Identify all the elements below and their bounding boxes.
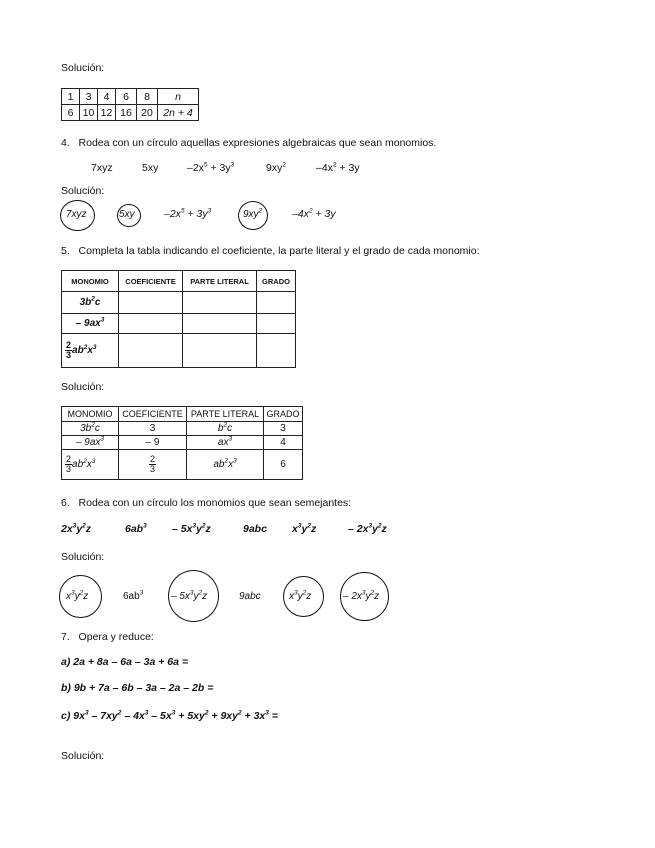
q4-expr-2: 5xy — [142, 162, 159, 174]
q4-sol-expr-5: $-4x^2 + 3y$ — [292, 207, 336, 220]
table-header: COEFICIENTE — [119, 271, 183, 292]
table-cell: 20 — [137, 105, 158, 121]
table-row — [62, 292, 296, 314]
q4-expr-3: $-2x^5 + 3y^3$ — [187, 161, 235, 174]
table-cell: – $9ax^3$ — [62, 314, 119, 334]
table-row — [62, 334, 296, 368]
q6-sol-expr-6: – $2x^3y^2z$ — [343, 589, 380, 602]
q6-sol-expr-3: – $5x^3y^2z$ — [171, 589, 208, 602]
q7-part-b: b) 9b + 7a – 6b – 3a – 2a – 2b = — [61, 682, 214, 694]
q7-text: Opera y reduce: — [78, 631, 154, 643]
table-cell: $3b^2c$ — [62, 422, 119, 436]
table-cell[interactable] — [183, 292, 257, 314]
table-cell: $3b^2c$ — [62, 292, 119, 314]
monomio-solution-table — [61, 406, 303, 480]
q6-expr-1: $2x^3y^2z$ — [61, 522, 92, 535]
table-row — [62, 105, 199, 121]
q6-expr-3: – $5x^3y^2z$ — [172, 522, 211, 535]
table-cell[interactable] — [257, 292, 296, 314]
table-cell[interactable] — [257, 314, 296, 334]
table-header: MONOMIO — [62, 271, 119, 292]
solucion-label-4: Solución: — [61, 551, 105, 563]
table-cell: $\frac{2}{3}$ — [119, 450, 187, 480]
solucion-label-1: Solución: — [61, 62, 105, 74]
q4-text: Rodea con un círculo aquellas expresiones algebraicas que sean monomios. — [78, 137, 437, 149]
table-row — [62, 271, 296, 292]
table-header: PARTE LITERAL — [187, 407, 264, 422]
q7-part-a: a) 2a + 8a – 6a – 3a + 6a = — [61, 656, 188, 668]
q6-expr-6: – $2x^3y^2z$ — [348, 522, 387, 535]
solucion-label-3: Solución: — [61, 381, 105, 393]
table-header: GRADO — [257, 271, 296, 292]
table-cell: 6 — [264, 450, 303, 480]
q6-sol-expr-2: $6ab^3$ — [123, 589, 144, 602]
table-row — [62, 407, 303, 422]
q4-expr-4: $9xy^2$ — [266, 161, 286, 174]
q6-prompt — [61, 497, 351, 509]
q5-prompt — [61, 245, 480, 257]
solucion-label-5: Solución: — [61, 750, 105, 762]
q5-number: 5. — [61, 245, 70, 257]
table-cell: 10 — [80, 105, 98, 121]
table-cell: $ab^2x^3$ — [187, 450, 264, 480]
table-cell: $\frac{2}{3}$ $ab^2x^3$ — [62, 450, 119, 480]
table-cell[interactable] — [119, 292, 183, 314]
q5-text: Completa la tabla indicando el coeficiente, la parte literal y el grado de cada monomio: — [78, 245, 480, 257]
q6-text: Rodea con un círculo los monomios que sean semejantes: — [78, 497, 352, 509]
table-header: PARTE LITERAL — [183, 271, 257, 292]
table-cell: $\frac{2}{3}$ $ab^2x^3$ — [62, 334, 119, 368]
table-cell[interactable] — [183, 314, 257, 334]
q6-expr-2: $6ab^3$ — [125, 522, 147, 535]
q6-expr-4: 9abc — [243, 523, 267, 535]
table-cell: 12 — [98, 105, 116, 121]
table-header: COEFICIENTE — [119, 407, 187, 422]
sequence-table — [61, 88, 199, 121]
q7-prompt — [61, 631, 154, 643]
table-cell: n — [158, 89, 199, 105]
q4-prompt — [61, 137, 436, 149]
q7-number: 7. — [61, 631, 70, 643]
table-cell: 6 — [62, 105, 80, 121]
table-cell: 6 — [116, 89, 137, 105]
table-cell: – 9 — [119, 436, 187, 450]
monomio-empty-table — [61, 270, 296, 368]
table-cell: 3 — [80, 89, 98, 105]
q6-expr-5: $x^3y^2z$ — [292, 522, 317, 535]
solucion-label-2: Solución: — [61, 185, 105, 197]
q4-sol-expr-3: $-2x^5 + 3y^3$ — [164, 207, 212, 220]
q4-number: 4. — [61, 137, 70, 149]
table-row — [62, 450, 303, 480]
table-cell: 3 — [264, 422, 303, 436]
table-cell: 8 — [137, 89, 158, 105]
table-row — [62, 89, 199, 105]
q6-number: 6. — [61, 497, 70, 509]
table-cell: $b^2c$ — [187, 422, 264, 436]
table-row — [62, 436, 303, 450]
q4-expr-5: $-4x^2 + 3y$ — [316, 161, 360, 174]
table-cell: 2n + 4 — [158, 105, 199, 121]
table-cell: 4 — [264, 436, 303, 450]
table-cell[interactable] — [119, 334, 183, 368]
q6-sol-expr-5: $x^3y^2z$ — [289, 589, 312, 602]
q4-sol-expr-1: 7xyz — [66, 209, 87, 220]
table-row — [62, 314, 296, 334]
table-cell[interactable] — [183, 334, 257, 368]
table-header: MONOMIO — [62, 407, 119, 422]
table-cell: 16 — [116, 105, 137, 121]
q6-sol-expr-4: 9abc — [239, 591, 261, 602]
q4-sol-expr-2: 5xy — [119, 209, 135, 220]
table-cell: $ax^3$ — [187, 436, 264, 450]
table-row — [62, 422, 303, 436]
table-cell[interactable] — [257, 334, 296, 368]
table-cell[interactable] — [119, 314, 183, 334]
q4-sol-expr-4: $9xy^2$ — [243, 207, 263, 220]
table-cell: 1 — [62, 89, 80, 105]
q6-sol-expr-1: $x^3y^2z$ — [66, 589, 89, 602]
table-cell: 4 — [98, 89, 116, 105]
q7-part-c: c) $9x^3 - 7xy^2 - 4x^3 - 5x^3 + 5xy^2 + 9xy^2 + 3x^3$ = — [61, 709, 278, 722]
table-cell: 3 — [119, 422, 187, 436]
table-header: GRADO — [264, 407, 303, 422]
q4-expr-1: 7xyz — [91, 162, 113, 174]
table-cell: – $9ax^3$ — [62, 436, 119, 450]
